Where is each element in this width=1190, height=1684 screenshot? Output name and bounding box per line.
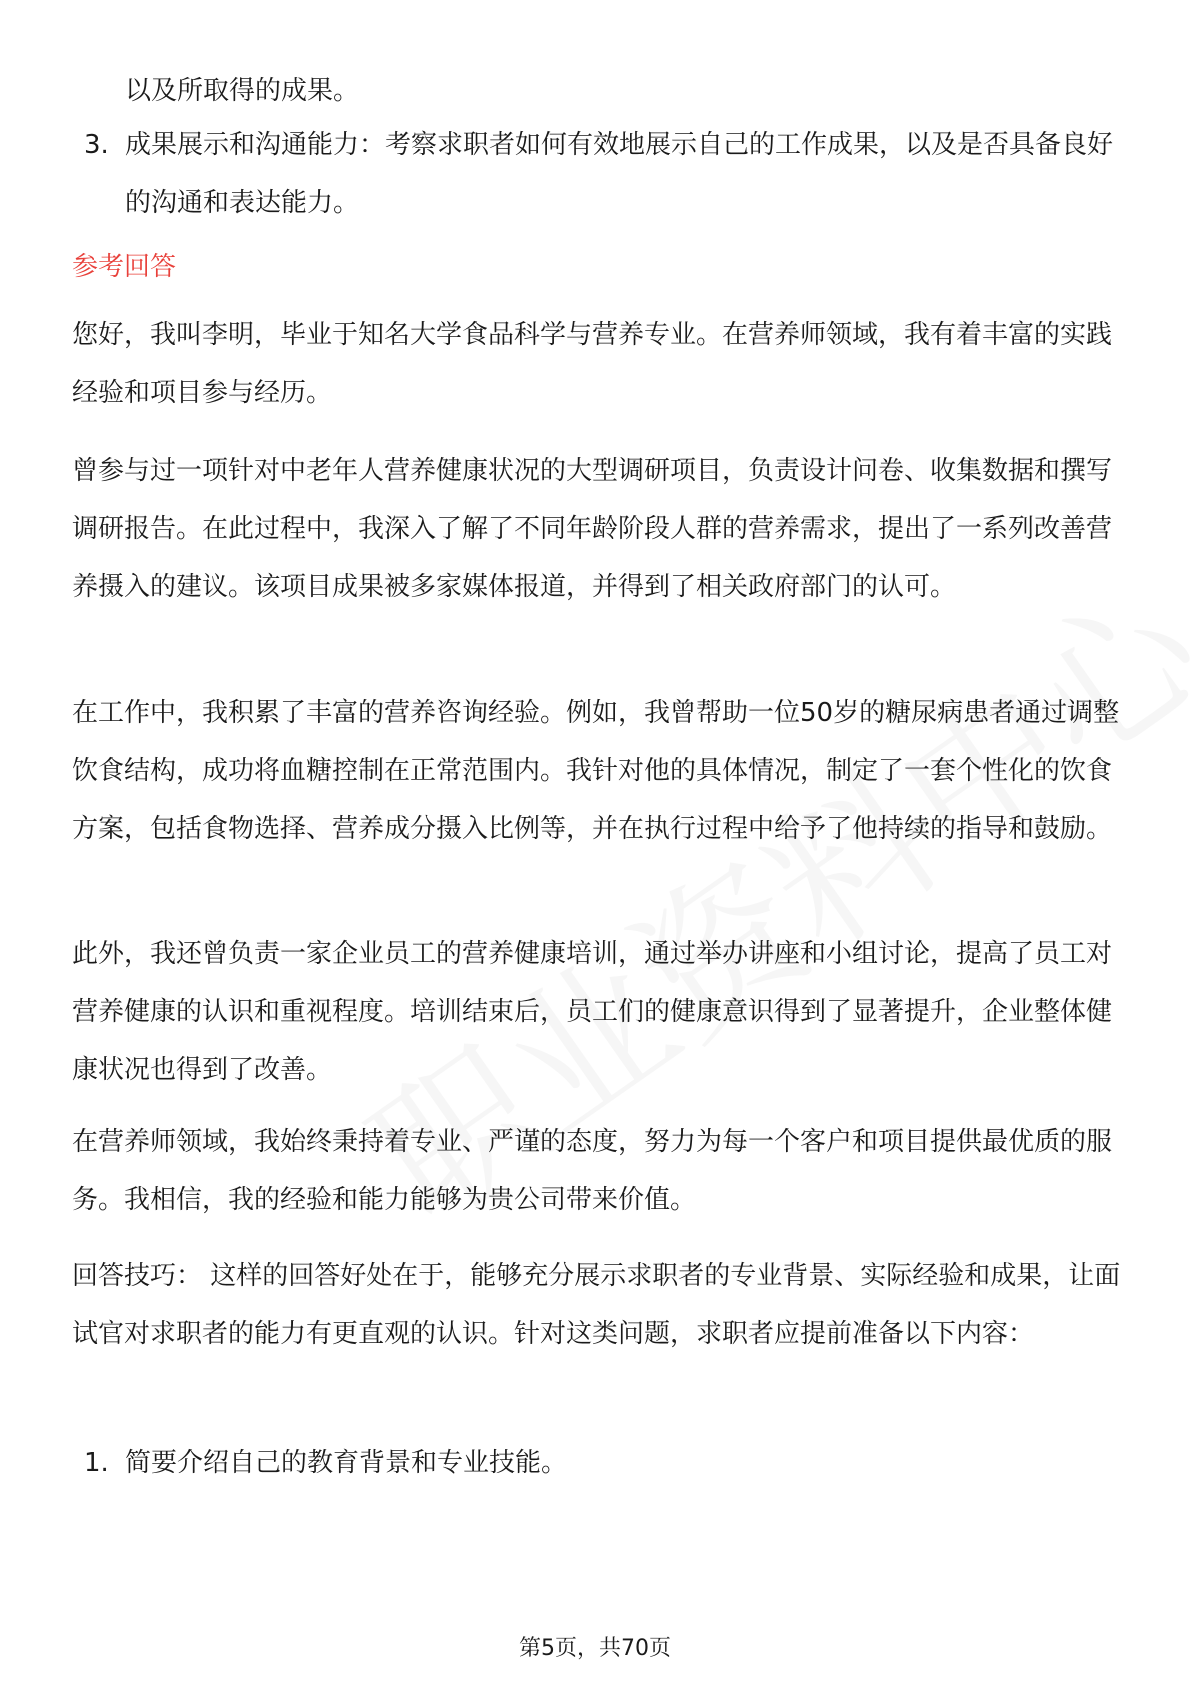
answer-paragraph-1: 您好，我叫李明，毕业于知名大学食品科学与营养专业。在营养师领域，我有着丰富的实践经验和项目参与经历。 (72, 320, 1113, 408)
list-number-3: 3. (84, 130, 109, 160)
answer-tips: 回答技巧： 这样的回答好处在于，能够充分展示求职者的专业背景、实际经验和成果，让面试官对求职者的能力有更直观的认识。针对这类问题，求职者应提前准备以下内容： (72, 1261, 1121, 1349)
list-item-1: 简要介绍自己的教育背景和专业技能。 (125, 1448, 568, 1478)
reference-answer-heading: 参考回答 (72, 252, 177, 282)
answer-paragraph-2: 曾参与过一项针对中老年人营养健康状况的大型调研项目，负责设计问卷、收集数据和撰写调研报告。在此过程中，我深入了解了不同年龄阶段人群的营养需求，提出了一系列改善营养摄入的建议。该项目成果被多家媒体报道，并得到了相关政府部门的认可。 (72, 456, 1113, 602)
page-number: 第5页，共70页 (519, 1636, 671, 1661)
list-item-continuation: 以及所取得的成果。 (125, 76, 360, 106)
list-number-1: 1. (84, 1448, 109, 1478)
answer-paragraph-3: 在工作中，我积累了丰富的营养咨询经验。例如，我曾帮助一位50岁的糖尿病患者通过调整饮食结构，成功将血糖控制在正常范围内。我针对他的具体情况，制定了一套个性化的饮食方案，包括食物选择、营养成分摄入比例等，并在执行过程中给予了他持续的指导和鼓励。 (72, 698, 1120, 844)
list-item-3: 成果展示和沟通能力：考察求职者如何有效地展示自己的工作成果，以及是否具备良好的沟通和表达能力。 (125, 130, 1114, 218)
answer-paragraph-4: 此外，我还曾负责一家企业员工的营养健康培训，通过举办讲座和小组讨论，提高了员工对营养健康的认识和重视程度。培训结束后，员工们的健康意识得到了显著提升，企业整体健康状况也得到了改善。 (72, 939, 1113, 1085)
answer-paragraph-5: 在营养师领域，我始终秉持着专业、严谨的态度，努力为每一个客户和项目提供最优质的服务。我相信，我的经验和能力能够为贵公司带来价值。 (72, 1127, 1113, 1215)
